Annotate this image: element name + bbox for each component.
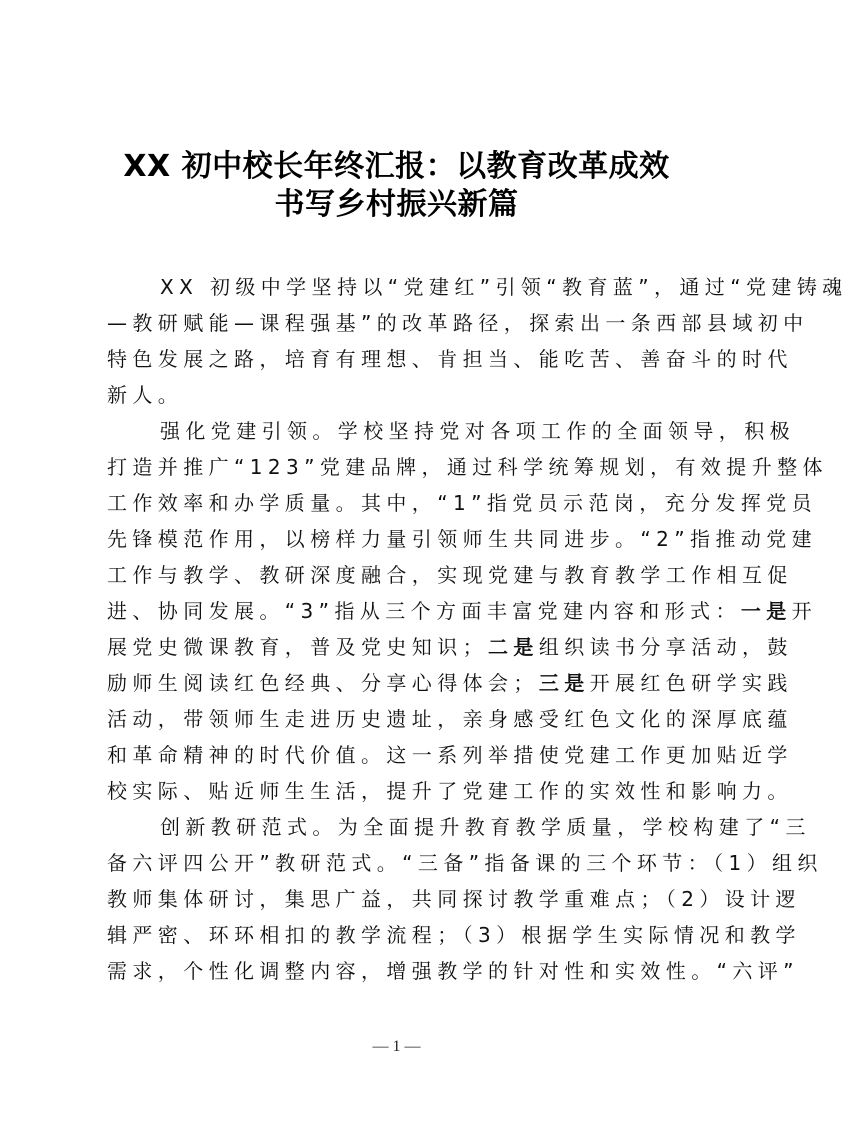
document-title	[100, 148, 693, 224]
text-run: 展党史微课教育，普及党史知识；	[107, 635, 488, 659]
text-line	[107, 629, 793, 665]
text-run: 开	[791, 599, 818, 623]
text-line: 活动，带领师生走进历史遗址，亲身感受红色文化的深厚底蕴	[107, 707, 793, 731]
text-line: 先锋模范作用，以榜样力量引领师生共同进步。“2”指推动党建	[107, 527, 818, 551]
paragraph-teaching-research	[107, 809, 823, 989]
text-line: 打造并推广“123”党建品牌，通过科学统筹规划，有效提升整体	[107, 455, 828, 479]
emphasis-first: 一是	[740, 599, 792, 623]
page-number: — 1 —	[372, 1038, 421, 1055]
text-run: 进、协同发展。“3”指从三个方面丰富党建内容和形式：	[107, 599, 741, 623]
document-body	[107, 269, 848, 989]
emphasis-third: 三是	[538, 671, 590, 695]
emphasis-second: 二是	[488, 635, 539, 659]
text-line: 工作效率和办学质量。其中，“1”指党员示范岗，充分发挥党员	[107, 491, 818, 515]
text-line: —教研赋能—课程强基”的改革路径，探索出一条西部县域初中	[107, 311, 809, 335]
text-line: 创新教研范式。为全面提升教育教学质量，学校构建了“三	[160, 815, 811, 839]
text-line	[107, 593, 818, 629]
text-run: 励师生阅读红色经典、分享心得体会；	[107, 671, 539, 695]
text-line: 教师集体研讨，集思广益，共同探讨教学重难点；（2）设计逻	[107, 887, 801, 911]
text-line: 特色发展之路，培育有理想、肯担当、能吃苦、善奋斗的时代	[107, 347, 793, 371]
title-line-1: XX 初中校长年终汇报：以教育改革成效	[123, 149, 670, 184]
text-line: 工作与教学、教研深度融合，实现党建与教育教学工作相互促	[107, 563, 793, 587]
text-run: 开展红色研学实践	[589, 671, 793, 695]
text-run: 组织读书分享活动，鼓	[538, 635, 793, 659]
text-line: 校实际、贴近师生生活，提升了党建工作的实效性和影响力。	[107, 779, 793, 803]
title-line-2: 书写乡村振兴新篇	[274, 187, 519, 222]
text-line: 和革命精神的时代价值。这一系列举措使党建工作更加贴近学	[107, 743, 793, 767]
text-line: 需求，个性化调整内容，增强教学的针对性和实效性。“六评”	[107, 959, 799, 983]
paragraph-party-building	[107, 413, 828, 809]
text-line: 强化党建引领。学校坚持党对各项工作的全面领导，积极	[160, 419, 795, 443]
text-line: XX 初级中学坚持以“党建红”引领“教育蓝”，通过“党建铸魂	[160, 275, 848, 299]
text-line: 备六评四公开”教研范式。“三备”指备课的三个环节：（1）组织	[107, 851, 823, 875]
text-line: 新人。	[107, 383, 184, 407]
text-line	[107, 665, 793, 701]
text-line: 辑严密、环环相扣的教学流程；（3）根据学生实际情况和教学	[107, 923, 801, 947]
paragraph-intro	[107, 269, 848, 413]
